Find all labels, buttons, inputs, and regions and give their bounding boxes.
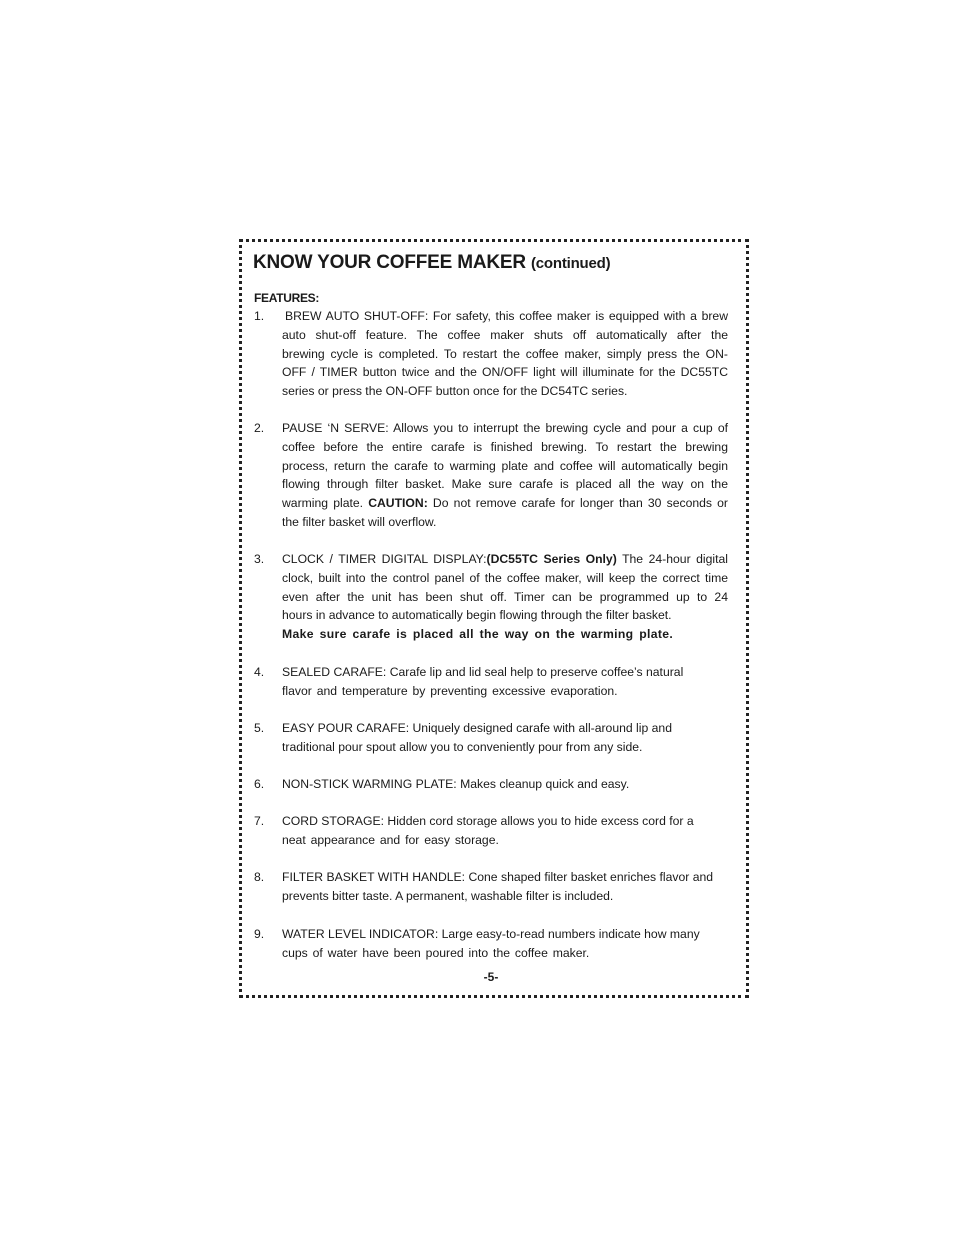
item-number: 3. (254, 552, 265, 566)
item-number: 1. (254, 309, 265, 323)
item-text: PAUSE ‘N SERVE: Allows you to interrupt the brewing cycle and pour a cup of (282, 421, 728, 435)
item-text: BREW AUTO SHUT-OFF: For safety, this coffee maker is equipped with a brew (285, 309, 728, 323)
item-text: CLOCK / TIMER DIGITAL DISPLAY: (282, 552, 487, 566)
item-text: auto shut-off feature. The coffee maker shuts off automatically after the (282, 327, 728, 342)
item-text: cups of water have been poured into the coffee maker. (282, 945, 590, 960)
item-number: 7. (254, 814, 265, 828)
item-text: WATER LEVEL INDICATOR: Large easy-to-read numbers indicate how many (282, 927, 700, 941)
item-number: 6. (254, 777, 265, 791)
item-text: neat appearance and for easy storage. (282, 832, 499, 847)
item-text: flavor and temperature by preventing excessive evaporation. (282, 683, 618, 698)
title-continued: (continued) (530, 255, 611, 272)
item-text: OFF / TIMER button twice and the ON/OFF light will illuminate for the DC55TC (282, 365, 728, 380)
item-text: EASY POUR CARAFE: Uniquely designed carafe with all-around lip and (282, 721, 672, 735)
title-main: KNOW YOUR COFFEE MAKER (253, 252, 526, 273)
series-note: (DC55TC Series Only) (486, 552, 617, 566)
item-text: traditional pour spout allow you to conveniently pour from any side. (282, 739, 643, 754)
warning-text: Make sure carafe is placed all the way on the warming plate. (282, 627, 674, 642)
item-text: brewing cycle is completed. To restart the coffee maker, simply press the ON- (282, 346, 728, 361)
item-text: clock, built into the control panel of the coffee maker, will keep the correct time (282, 570, 728, 585)
item-number: 2. (254, 421, 265, 435)
item-text: FILTER BASKET WITH HANDLE: Cone shaped filter basket enriches flavor and (282, 870, 714, 884)
item-text: coffee before the entire carafe is finished brewing. To restart the brewing (282, 439, 728, 454)
item-text-caution-line (282, 494, 728, 513)
item-number: 4. (254, 665, 265, 679)
item-number: 9. (254, 927, 265, 941)
item-text: The 24-hour digital (616, 552, 728, 566)
item-text: SEALED CARAFE: Carafe lip and lid seal help to preserve coffee’s natural (282, 665, 684, 679)
item-text: flowing through filter basket. Make sure carafe is placed all the way on the (282, 477, 728, 492)
item-text: CORD STORAGE: Hidden cord storage allows you to hide excess cord for a (282, 814, 694, 828)
page-number: -5- (483, 970, 499, 984)
item-text: series or press the ON-OFF button once for the DC54TC series. (282, 384, 628, 399)
page-title (253, 252, 610, 274)
item-number: 5. (254, 721, 265, 735)
item-text: hours in advance to automatically begin flowing through the filter basket. (282, 608, 672, 623)
item-number: 8. (254, 870, 265, 884)
item-text: NON-STICK WARMING PLATE: Makes cleanup quick and easy. (282, 777, 630, 791)
item-text: even after the unit has been shut off. Timer can be programmed up to 24 (282, 589, 728, 604)
item-text-first-line (282, 550, 728, 569)
item-text: prevents bitter taste. A permanent, washable filter is included. (282, 888, 614, 903)
item-text: the filter basket will overflow. (282, 514, 437, 529)
item-text: warming plate. (282, 496, 369, 511)
item-text: process, return the carafe to warming plate and coffee will automatically begin (282, 458, 728, 473)
caution-label: CAUTION: (368, 496, 428, 511)
features-label: FEATURES: (254, 291, 320, 305)
item-text: Do not remove carafe for longer than 30 seconds or (427, 496, 728, 511)
